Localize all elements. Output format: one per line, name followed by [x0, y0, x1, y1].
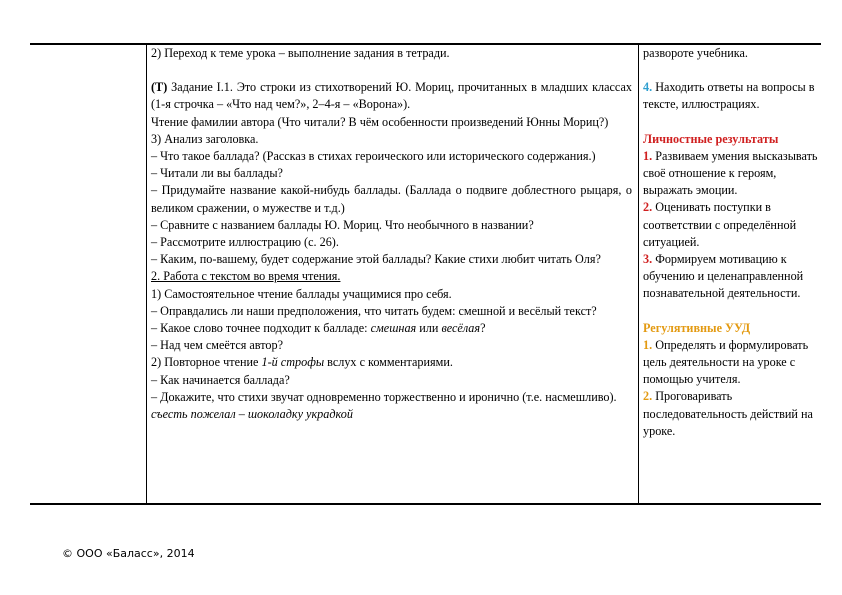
results-line: развороте учебника. [643, 46, 748, 60]
lesson-line: – Сравните с названием баллады Ю. Мориц. Что необычного в названии? [151, 217, 534, 232]
column-divider-1 [146, 43, 147, 505]
table-bottom-border [30, 503, 821, 505]
personal-item: 1. Развиваем умения высказывать своё отношение к героям, выражать эмоции. [643, 148, 818, 198]
lesson-line: – Докажите, что стихи звучат одновременно торжественно и иронично (т.е. насмешливо). [151, 389, 617, 404]
column-divider-2 [638, 43, 639, 505]
results-column [643, 45, 818, 440]
lesson-line: – Каким, по-вашему, будет содержание этой баллады? Какие стихи любит читать Оля? [151, 252, 601, 267]
copyright-footer: © ООО «Баласс», 2014 [62, 547, 195, 560]
lesson-line: 1) Самостоятельное чтение баллады учащимися про себя. [151, 286, 452, 301]
lesson-line: – Придумайте название какой-нибудь баллады. (Баллада о подвиге доблестного рыцаря, о великом сражении, о мужестве и т.д.) [151, 183, 632, 215]
lesson-line: 2) Переход к теме урока – выполнение задания в тетради. [151, 46, 450, 60]
task-marker: (Т) [151, 80, 168, 95]
lesson-line: – Как начинается баллада? [151, 372, 290, 387]
personal-item: 2. Оценивать поступки в соответствии с определённой ситуацией. [643, 200, 797, 249]
lesson-line: Чтение фамилии автора (Что читали? В чём особенности произведений Юнны Мориц?) [151, 114, 609, 129]
lesson-section-heading: 2. Работа с текстом во время чтения. [151, 269, 341, 284]
lesson-quote: съесть пожелал – шоколадку украдкой [151, 407, 353, 422]
personal-item: 3. Формируем мотивацию к обучению и целенаправленной познавательной деятельности. [643, 252, 804, 301]
lesson-line: – Над чем смеётся автор? [151, 338, 283, 353]
results-item: 4. Находить ответы на вопросы в тексте, иллюстрациях. [643, 80, 815, 112]
personal-results-heading: Личностные результаты [643, 131, 779, 146]
lesson-line: 3) Анализ заголовка. [151, 131, 259, 146]
lesson-line: – Рассмотрите иллюстрацию (с. 26). [151, 235, 339, 250]
lesson-line: – Оправдались ли наши предположения, что читать будем: смешной и весёлый текст? [151, 303, 597, 318]
lesson-task: (Т) Задание I.1. Это строки из стихотворений Ю. Мориц, прочитанных в младших классах (1-я строчка – «Что над чем?», 2–4-я – «Ворона»). [151, 80, 632, 112]
regulative-item: 1. Определять и формулировать цель деятельности на уроке с помощью учителя. [643, 337, 809, 387]
lesson-content-column [151, 45, 632, 423]
lesson-line: – Какое слово точнее подходит к балладе: смешная или весёлая? [151, 321, 486, 336]
lesson-line: – Что такое баллада? (Рассказ в стихах героического или исторического содержания.) [151, 149, 596, 164]
regulative-item: 2. Проговаривать последовательность действий на уроке. [643, 389, 813, 438]
lesson-line: – Читали ли вы баллады? [151, 166, 283, 181]
regulative-heading: Регулятивные УУД [643, 320, 751, 335]
lesson-line: 2) Повторное чтение 1-й строфы вслух с комментариями. [151, 355, 453, 370]
